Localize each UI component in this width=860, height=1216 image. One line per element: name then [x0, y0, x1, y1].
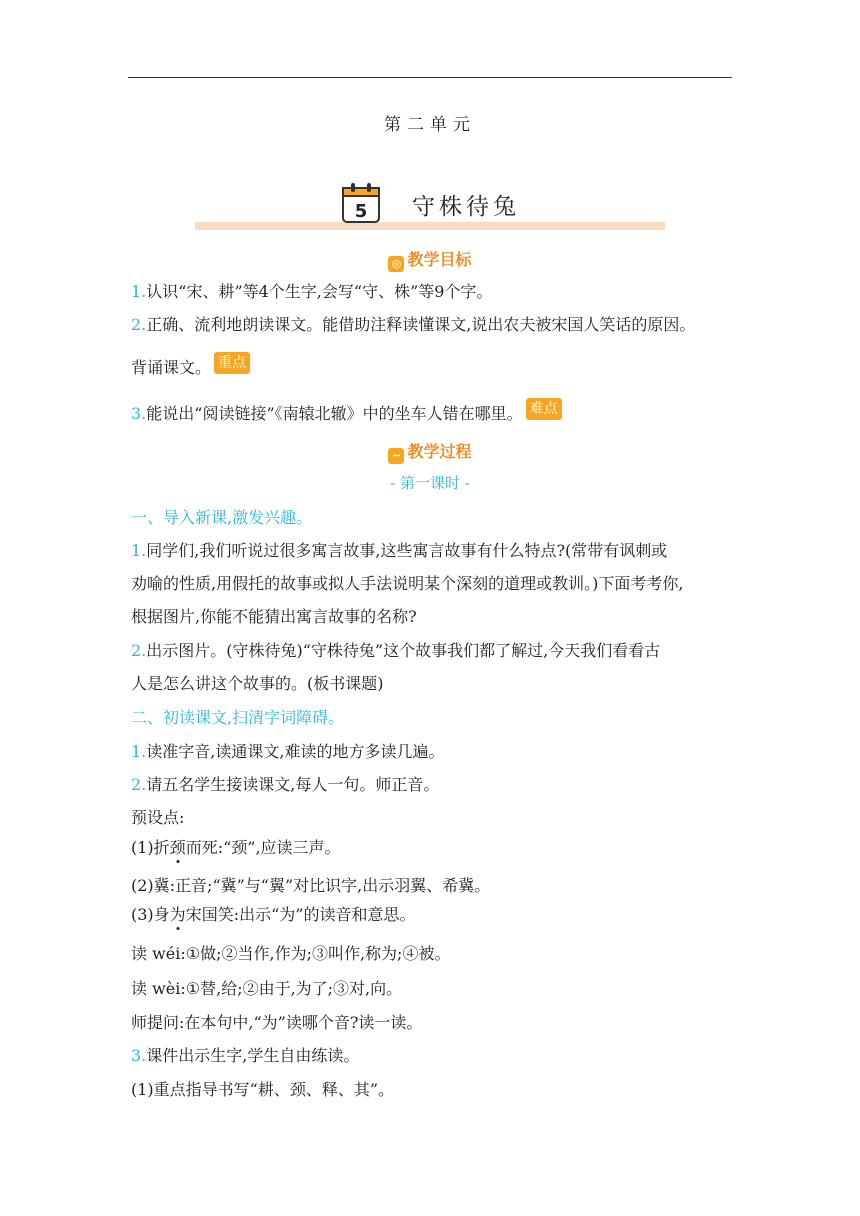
key-point-badge: 重点 [214, 352, 250, 374]
objective-text: 背诵课文。 [131, 358, 212, 377]
list-item [131, 742, 444, 762]
emphasis-char: 为 [169, 905, 186, 924]
process-heading-label: 教学过程 [407, 442, 472, 461]
item-number: 2. [131, 641, 147, 660]
list-item: (1)重点指导书写“耕、颈、释、其”。 [131, 1080, 395, 1099]
paragraph-text: 出示图片。(守株待兔)“守株待兔”这个故事我们都了解过,今天我们看看古 [146, 641, 661, 660]
objective-number: 2. [131, 315, 147, 334]
objective-text: 正确、流利地朗读课文。能借助注释读懂课文,说出农夫被宋国人笑话的原因。 [146, 315, 696, 334]
item-text: 宋国笑:出示“为”的读音和意思。 [185, 905, 416, 924]
top-rule [128, 77, 732, 78]
lesson-title: 守株待兔 [412, 194, 520, 220]
item-text: 而死:“颈”,应读三声。 [185, 838, 341, 857]
paragraph-line: 劝喻的性质,用假托的故事或拟人手法说明某个深刻的道理或教训。)下面考考你, [131, 574, 684, 593]
list-item: 读 wéi:①做;②当作,作为;③叫作,称为;④被。 [131, 944, 451, 963]
paragraph-line [131, 641, 660, 661]
emphasis-char: 颈 [169, 838, 186, 857]
item-number: 3. [131, 1046, 147, 1065]
item-text: 课件出示生字,学生自由练读。 [146, 1046, 360, 1065]
item-number: 1. [131, 742, 147, 761]
calendar-icon [341, 182, 381, 224]
item-text: (3)身 [131, 905, 170, 924]
paragraph-line [131, 541, 667, 561]
objective-text: 能说出“阅读链接”《南辕北辙》中的坐车人错在哪里。 [146, 404, 523, 423]
item-number: 2. [131, 775, 147, 794]
process-icon: ~ [388, 448, 404, 464]
list-item [131, 775, 439, 795]
difficulty-badge: 难点 [526, 398, 562, 420]
objective-number: 1. [131, 282, 147, 301]
paragraph-line: 根据图片,你能不能猜出寓言故事的名称? [131, 607, 417, 626]
unit-title: 第二单元 [384, 115, 476, 135]
list-item [131, 905, 415, 925]
section-2-title: 二、初读课文,扫清字词障碍。 [131, 708, 345, 727]
item-text: 读准字音,读通课文,难读的地方多读几遍。 [146, 742, 445, 761]
list-item: 读 wèi:①替,给;②由于,为了;③对,向。 [131, 979, 403, 998]
list-item: (2)冀:正音;“冀”与“翼”对比识字,出示羽翼、希冀。 [131, 876, 491, 895]
item-text: (1)折 [131, 838, 170, 857]
preset-label: 预设点: [131, 808, 185, 827]
period-label: - 第一课时 - [390, 474, 470, 492]
objective-2 [131, 315, 695, 335]
objective-1 [131, 282, 492, 302]
item-text: 请五名学生接读课文,每人一句。师正音。 [146, 775, 440, 794]
lesson-number: 5 [354, 201, 368, 222]
item-number: 1. [131, 541, 147, 560]
objective-2-cont [131, 352, 250, 378]
objective-text: 认识“宋、耕”等4个生字,会写“守、株”等9个字。 [146, 282, 493, 301]
process-heading [0, 439, 860, 464]
objectives-heading [0, 247, 860, 272]
list-item [131, 838, 341, 858]
target-icon: ◎ [388, 256, 404, 272]
paragraph-text: 同学们,我们听说过很多寓言故事,这些寓言故事有什么特点?(常带有讽刺或 [146, 541, 668, 560]
objective-number: 3. [131, 404, 147, 423]
title-banner [195, 222, 665, 230]
section-1-title: 一、导入新课,激发兴趣。 [131, 508, 313, 527]
objectives-heading-label: 教学目标 [407, 250, 472, 269]
list-item [131, 1046, 359, 1066]
objective-3 [131, 398, 562, 424]
list-item: 师提问:在本句中,“为”读哪个音?读一读。 [131, 1013, 423, 1032]
paragraph-line: 人是怎么讲这个故事的。(板书课题) [131, 674, 384, 693]
